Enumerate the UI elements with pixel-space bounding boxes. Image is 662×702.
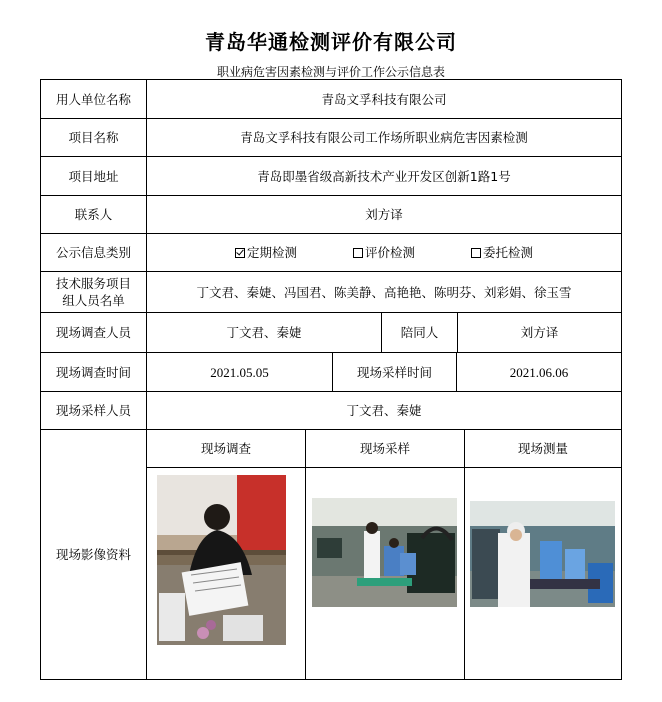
escort-label: 陪同人 bbox=[400, 325, 439, 340]
team-label: 技术服务项目 组人员名单 bbox=[55, 276, 131, 308]
contact-label: 联系人 bbox=[74, 207, 113, 222]
checkbox-unchecked-icon bbox=[353, 248, 363, 258]
project-name-value: 青岛文孚科技有限公司工作场所职业病危害因素检测 bbox=[240, 130, 528, 145]
checkbox-checked-icon bbox=[235, 248, 245, 258]
employer-value: 青岛文孚科技有限公司 bbox=[321, 91, 447, 107]
team-value: 丁文君、秦婕、冯国君、陈美静、高艳艳、陈明芬、刘彩娟、徐玉雪 bbox=[196, 284, 572, 300]
project-address-label: 项目地址 bbox=[68, 168, 119, 184]
category-label: 公示信息类别 bbox=[55, 245, 131, 260]
sampling-staff-value: 丁文君、秦婕 bbox=[346, 403, 422, 418]
project-name-label: 项目名称 bbox=[68, 130, 119, 145]
sampling-staff-label: 现场采样人员 bbox=[55, 403, 131, 418]
employer-label: 用人单位名称 bbox=[55, 91, 131, 107]
page-subtitle: 职业病危害因素检测与评价工作公示信息表 bbox=[216, 65, 445, 79]
page-title: 青岛华通检测评价有限公司 bbox=[205, 30, 457, 54]
survey-time-value: 2021.05.05 bbox=[210, 364, 269, 380]
measurement-photo bbox=[470, 501, 615, 607]
survey-staff-value: 丁文君、秦婕 bbox=[226, 325, 302, 340]
survey-time-label: 现场调查时间 bbox=[55, 364, 131, 380]
category-options bbox=[147, 234, 621, 271]
image-col-sampling: 现场采样 bbox=[359, 441, 410, 456]
sampling-photo bbox=[312, 498, 457, 607]
option-commissioned[interactable]: 委托检测 bbox=[471, 244, 533, 261]
sampling-time-value: 2021.06.06 bbox=[509, 364, 569, 380]
contact-value: 刘方译 bbox=[365, 207, 403, 222]
images-label: 现场影像资料 bbox=[55, 547, 131, 562]
project-address-value: 青岛即墨省级高新技术产业开发区创新1路1号 bbox=[257, 168, 511, 184]
image-col-measurement: 现场测量 bbox=[517, 441, 568, 456]
option-evaluation[interactable]: 评价检测 bbox=[353, 244, 415, 261]
sampling-time-label: 现场采样时间 bbox=[356, 364, 432, 380]
checkbox-unchecked-icon bbox=[471, 248, 481, 258]
survey-photo bbox=[157, 475, 286, 645]
image-col-survey: 现场调查 bbox=[200, 441, 251, 456]
escort-value: 刘方译 bbox=[520, 325, 559, 340]
option-periodic[interactable]: 定期检测 bbox=[235, 244, 297, 261]
info-table bbox=[40, 79, 622, 680]
survey-staff-label: 现场调查人员 bbox=[55, 325, 131, 340]
